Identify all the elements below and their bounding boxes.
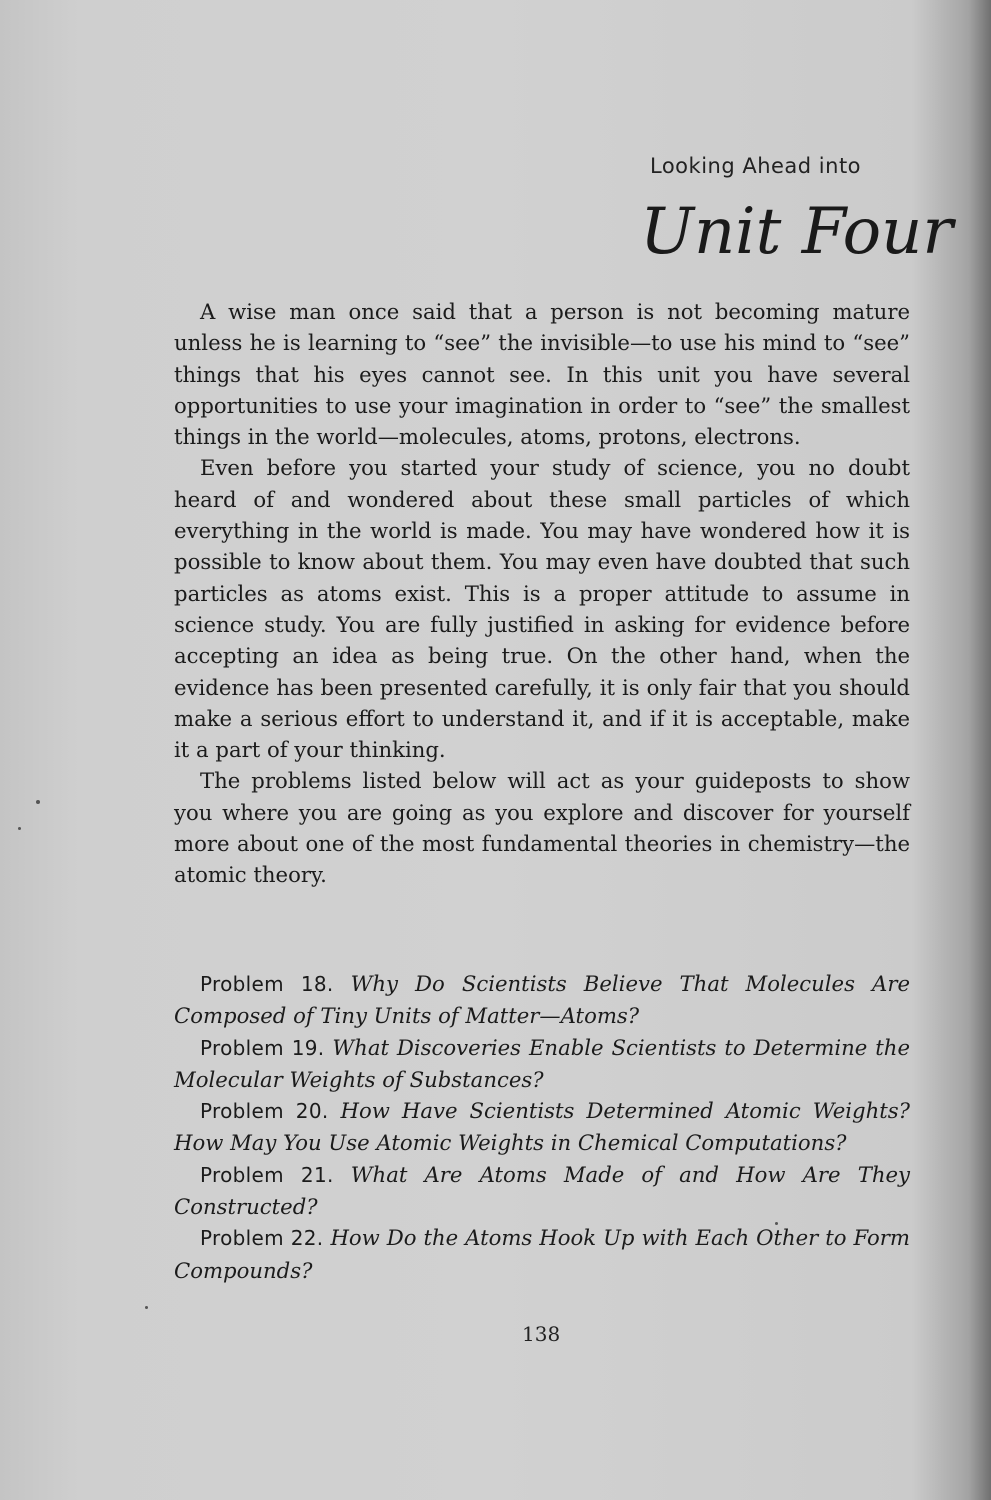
intro-text [174, 296, 910, 891]
problem-label: Problem 20. [200, 1099, 329, 1124]
page-number: 138 [522, 1322, 561, 1346]
problem-item [174, 1222, 910, 1286]
section-kicker: Looking Ahead into [650, 154, 862, 178]
problem-item [174, 1032, 910, 1096]
paper-speck [36, 800, 40, 804]
unit-title: Unit Four [640, 195, 953, 269]
paper-speck [18, 827, 21, 830]
problem-item [174, 1159, 910, 1223]
problem-item [174, 968, 910, 1032]
problem-title: Why Do Scientists Believe That Molecules Are Composed of Tiny Units of Matter—Atoms? [174, 971, 910, 1029]
problem-list [174, 968, 910, 1286]
paper-speck [145, 1306, 148, 1309]
problem-label: Problem 18. [200, 972, 334, 996]
problem-label: Problem 22. [200, 1226, 324, 1251]
problem-label: Problem 19. [200, 1035, 325, 1060]
paper-speck [775, 1222, 778, 1225]
paragraph: The problems listed below will act as your guideposts to show you where you are going as you explore and discover for yourself more about one of the most fundamental theories in chemistry—the atomic theory. [174, 768, 910, 888]
problem-title: How Have Scientists Determined Atomic Weights? How May You Use Atomic Weights in Chemical Computations? [174, 1098, 911, 1156]
problem-title: What Discoveries Enable Scientists to Determine the Molecular Weights of Substances? [174, 1034, 910, 1092]
paragraph: Even before you started your study of science, you no doubt heard of and wondered about these small particles of which everything in the world is made. You may have wondered how it is possible to know about them. You may even have doubted that such particles as atoms exist. This is a proper attitude to assume in science study. You are fully justified in asking for evidence before accepting an idea as being true. On the other hand, when the evidence has been presented carefully, it is only fair that you should make a serious effort to understand it, and if it is acceptable, make it a part of your thinking. [174, 455, 910, 763]
problem-title: What Are Atoms Made of and How Are They Constructed? [174, 1161, 910, 1220]
paragraph: A wise man once said that a person is not becoming mature unless he is learning to “see” the invisible—to use his mind to “see” things that his eyes cannot see. In this unit you have several opportunities to use your imagination in order to “see” the smallest things in the world—molecules, atoms, protons, electrons. [174, 299, 910, 450]
problem-item [174, 1095, 910, 1159]
problem-label: Problem 21. [200, 1162, 334, 1187]
problem-title: How Do the Atoms Hook Up with Each Other to Form Compounds? [174, 1225, 910, 1283]
page-edge-shadow [969, 0, 991, 1500]
